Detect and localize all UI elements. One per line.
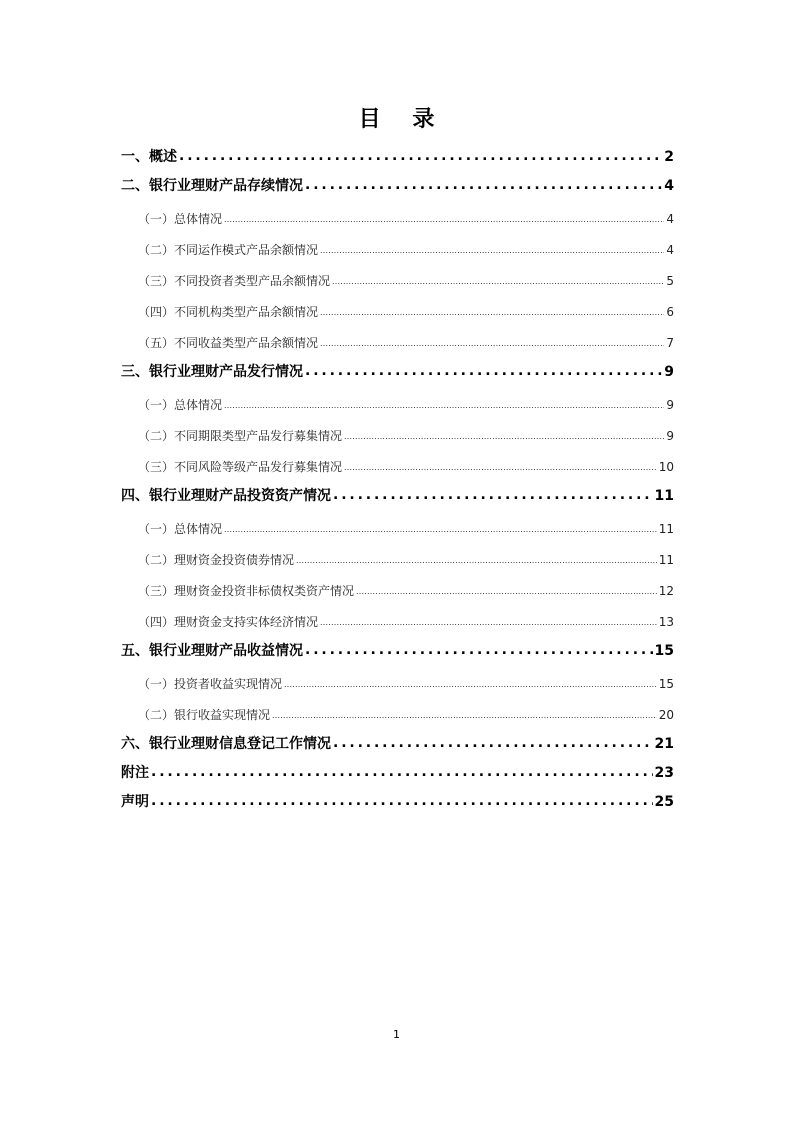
dot-leader xyxy=(284,668,657,700)
toc-entry-page: 12 xyxy=(658,584,674,598)
dot-leader xyxy=(320,327,664,359)
toc-entry-number: （一） xyxy=(138,677,175,691)
toc-entry-number: （一） xyxy=(138,398,175,412)
toc-entry-page: 4 xyxy=(666,243,674,257)
table-of-contents xyxy=(121,146,674,820)
toc-entry-number: （三） xyxy=(138,274,175,288)
toc-entry-label: 不同风险等级产品发行募集情况 xyxy=(174,460,343,474)
toc-subentry-assets-overall[interactable] xyxy=(121,514,674,545)
toc-entry-number: （一） xyxy=(138,212,175,226)
toc-entry-label: 不同期限类型产品发行募集情况 xyxy=(174,429,343,443)
dot-leader xyxy=(272,699,657,731)
toc-entry-number: （二） xyxy=(138,708,175,722)
toc-entry-number: （三） xyxy=(138,584,175,598)
toc-entry-page: 6 xyxy=(666,305,674,319)
page-number: 1 xyxy=(393,1028,400,1041)
dot-leader xyxy=(179,145,662,168)
toc-entry-number: 四、 xyxy=(121,488,149,504)
toc-entry-label: 不同运作模式产品余额情况 xyxy=(174,243,319,257)
toc-entry-page: 21 xyxy=(654,736,674,752)
toc-entry-label: 不同收益类型产品余额情况 xyxy=(174,336,319,350)
toc-subentry-investor-type[interactable] xyxy=(121,266,674,297)
toc-entry-page: 9 xyxy=(666,398,674,412)
toc-entry-number: 三、 xyxy=(121,364,149,380)
toc-subentry-risk-level[interactable] xyxy=(121,452,674,483)
toc-entry-label: 总体情况 xyxy=(174,398,223,412)
toc-entry-overview[interactable] xyxy=(121,146,674,175)
toc-entry-page: 25 xyxy=(654,794,674,810)
toc-entry-label: 概述 xyxy=(149,149,177,165)
dot-leader xyxy=(296,544,657,576)
toc-subentry-non-standard-debt[interactable] xyxy=(121,576,674,607)
toc-subentry-return-type[interactable] xyxy=(121,328,674,359)
toc-subentry-operation-mode[interactable] xyxy=(121,235,674,266)
toc-entry-page: 15 xyxy=(658,677,674,691)
toc-entry-page: 20 xyxy=(658,708,674,722)
toc-subentry-term-type[interactable] xyxy=(121,421,674,452)
toc-entry-page: 9 xyxy=(666,429,674,443)
toc-entry-label: 不同投资者类型产品余额情况 xyxy=(174,274,331,288)
toc-entry-label: 银行业理财产品发行情况 xyxy=(149,364,303,380)
dot-leader xyxy=(332,265,664,297)
toc-entry-number: （一） xyxy=(138,522,175,536)
toc-subentry-institution-type[interactable] xyxy=(121,297,674,328)
toc-entry-investment-assets[interactable] xyxy=(121,485,674,514)
toc-entry-number: （四） xyxy=(138,305,175,319)
dot-leader xyxy=(320,234,664,266)
toc-entry-page: 4 xyxy=(664,178,674,194)
toc-entry-page: 23 xyxy=(654,765,674,781)
toc-entry-number: （三） xyxy=(138,460,175,474)
toc-subentry-issuance-overall[interactable] xyxy=(121,390,674,421)
toc-subentry-existing-overall[interactable] xyxy=(121,204,674,235)
toc-entry-label: 总体情况 xyxy=(174,522,223,536)
toc-entry-label: 声明 xyxy=(121,794,149,810)
dot-leader xyxy=(344,420,664,452)
toc-entry-label: 总体情况 xyxy=(174,212,223,226)
toc-entry-label: 银行收益实现情况 xyxy=(174,708,271,722)
toc-entry-statement[interactable] xyxy=(121,791,674,820)
dot-leader xyxy=(305,639,653,662)
dot-leader xyxy=(344,451,657,483)
dot-leader xyxy=(333,484,653,507)
toc-entry-label: 银行业理财信息登记工作情况 xyxy=(149,736,331,752)
toc-entry-label: 理财资金投资非标债权类资产情况 xyxy=(174,584,355,598)
toc-entry-label: 不同机构类型产品余额情况 xyxy=(174,305,319,319)
dot-leader xyxy=(356,575,657,607)
toc-entry-label: 投资者收益实现情况 xyxy=(174,677,283,691)
toc-entry-notes[interactable] xyxy=(121,762,674,791)
toc-entry-label: 理财资金支持实体经济情况 xyxy=(174,615,319,629)
toc-entry-number: 五、 xyxy=(121,643,149,659)
dot-leader xyxy=(151,761,653,784)
toc-entry-page: 10 xyxy=(658,460,674,474)
toc-entry-number: （二） xyxy=(138,553,175,567)
dot-leader xyxy=(305,360,662,383)
toc-subentry-bonds[interactable] xyxy=(121,545,674,576)
toc-entry-page: 15 xyxy=(654,643,674,659)
dot-leader xyxy=(151,790,653,813)
dot-leader xyxy=(224,389,664,421)
toc-entry-page: 2 xyxy=(664,149,674,165)
toc-entry-returns[interactable] xyxy=(121,640,674,669)
dot-leader xyxy=(305,174,662,197)
toc-subentry-investor-returns[interactable] xyxy=(121,669,674,700)
toc-entry-page: 11 xyxy=(654,488,674,504)
toc-entry-label: 银行业理财产品存续情况 xyxy=(149,178,303,194)
dot-leader xyxy=(320,296,664,328)
page-title: 目 录 xyxy=(358,107,447,132)
dot-leader xyxy=(333,732,653,755)
toc-entry-page: 13 xyxy=(658,615,674,629)
toc-entry-number: （四） xyxy=(138,615,175,629)
toc-entry-number: 二、 xyxy=(121,178,149,194)
dot-leader xyxy=(320,606,657,638)
toc-entry-number: 六、 xyxy=(121,736,149,752)
toc-entry-page: 9 xyxy=(664,364,674,380)
toc-entry-number: （二） xyxy=(138,429,175,443)
toc-subentry-bank-returns[interactable] xyxy=(121,700,674,731)
dot-leader xyxy=(224,513,657,545)
toc-entry-registration[interactable] xyxy=(121,733,674,762)
toc-entry-page: 4 xyxy=(666,212,674,226)
dot-leader xyxy=(224,203,664,235)
toc-entry-label: 银行业理财产品投资资产情况 xyxy=(149,488,331,504)
toc-entry-page: 11 xyxy=(658,522,674,536)
toc-entry-number: （二） xyxy=(138,243,175,257)
toc-entry-label: 理财资金投资债券情况 xyxy=(174,553,295,567)
toc-entry-issuance[interactable] xyxy=(121,361,674,390)
toc-entry-number: （五） xyxy=(138,336,175,350)
toc-entry-label: 附注 xyxy=(121,765,149,781)
toc-entry-page: 5 xyxy=(666,274,674,288)
toc-entry-existing-products[interactable] xyxy=(121,175,674,204)
toc-entry-page: 11 xyxy=(658,553,674,567)
toc-entry-label: 银行业理财产品收益情况 xyxy=(149,643,303,659)
toc-entry-page: 7 xyxy=(666,336,674,350)
toc-subentry-real-economy[interactable] xyxy=(121,607,674,638)
toc-entry-number: 一、 xyxy=(121,149,149,165)
